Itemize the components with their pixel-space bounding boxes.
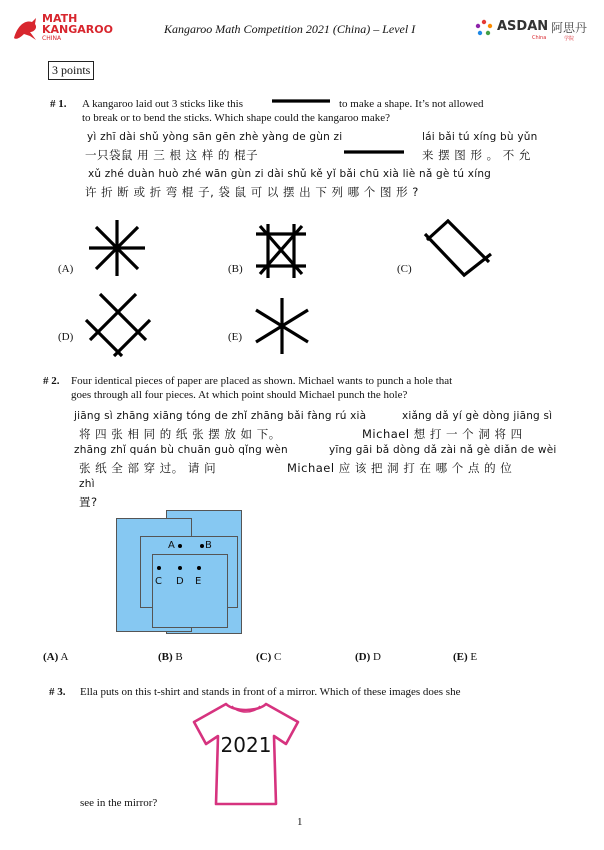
point-label-b: B <box>205 540 212 551</box>
q1-number: # 1. <box>50 98 67 110</box>
q2-answer-e-text: E <box>470 651 478 663</box>
q2-answer-d-text: D <box>373 651 381 663</box>
q2-answer-a-text: A <box>60 651 69 663</box>
asdan-sub2: 学院 <box>564 36 575 42</box>
q1-option-e[interactable]: (E) <box>228 331 243 343</box>
q1-option-b[interactable]: (B) <box>228 263 243 275</box>
point-label-a: A <box>168 540 175 551</box>
q1-text-1a: A kangaroo laid out 3 sticks like this <box>82 98 244 110</box>
asdan-pinwheel-icon <box>474 18 494 38</box>
q2-text-2: goes through all four pieces. At which point should Michael punch the hole? <box>71 389 408 401</box>
q2-text-1: Four identical pieces of paper are placed as shown. Michael wants to punch a hole that <box>71 375 453 387</box>
point-b-dot <box>200 544 204 548</box>
q2-answer-b-key: (B) <box>158 651 173 663</box>
q1-chinese-2: 许 折 断 或 折 弯 棍 子, 袋 鼠 可 以 摆 出 下 列 哪 个 图 形 ? <box>85 185 419 199</box>
q1-option-d-figure <box>82 290 154 358</box>
paper-sheet-4 <box>152 554 228 628</box>
logo-line1: MATH <box>42 12 78 25</box>
point-d-dot <box>178 566 182 570</box>
q1-option-a-figure <box>84 218 150 278</box>
asdan-cn: 阿思丹 <box>551 21 588 35</box>
asdan-sub1: China <box>532 35 547 41</box>
q1-option-c[interactable]: (C) <box>397 263 412 275</box>
logo-line2: KANGAROO <box>42 23 113 36</box>
points-label: 3 points <box>48 61 94 80</box>
q1-text-2: to break or to bend the sticks. Which shape could the kangaroo make? <box>82 112 391 124</box>
kangaroo-icon <box>10 14 40 44</box>
page-title: Kangaroo Math Competition 2021 (China) – Level I <box>164 22 416 36</box>
point-label-d: D <box>176 576 184 587</box>
stick-sample <box>272 98 332 104</box>
q1-text-1b: to make a shape. It’s not allowed <box>339 98 484 110</box>
q1-pinyin-1a: yì zhī dài shǔ yòng sān gēn zhè yàng de gùn zi <box>87 131 343 143</box>
tshirt-text: 2021 <box>220 733 272 757</box>
q2-answer-c-key: (C) <box>256 651 272 663</box>
q2-answer-a[interactable] <box>43 651 68 663</box>
tshirt-figure <box>186 700 306 810</box>
q2-chinese-2a: 张 纸 全 部 穿 过。 请 问 <box>79 461 217 475</box>
q2-pinyin-2b: yīng gāi bǎ dòng dǎ zài nǎ gè diǎn de wèi <box>329 444 557 456</box>
q1-option-b-figure <box>254 222 310 280</box>
q1-option-a[interactable]: (A) <box>58 263 74 275</box>
q1-option-c-figure <box>421 216 495 280</box>
q1-option-e-figure <box>252 296 312 356</box>
q2-answer-a-key: (A) <box>43 651 59 663</box>
q2-chinese-2b: Michael 应 该 把 洞 打 在 哪 个 点 的 位 <box>287 461 513 475</box>
q1-option-d[interactable]: (D) <box>58 331 74 343</box>
q2-answer-b-text: B <box>175 651 183 663</box>
q1-pinyin-2: xǔ zhé duàn huò zhé wān gùn zi dài shǔ kě yǐ bǎi chū xià liè nǎ gè tú xíng <box>88 168 492 180</box>
q3-number: # 3. <box>49 686 66 698</box>
q2-answer-c[interactable] <box>256 651 281 663</box>
q2-chinese-3: 置? <box>79 495 98 509</box>
q2-chinese-1a: 将 四 张 相 同 的 纸 张 摆 放 如 下。 <box>79 427 281 441</box>
q2-answer-c-text: C <box>274 651 282 663</box>
page-number: 1 <box>297 816 303 828</box>
q1-chinese-1a: 一只袋鼠 用 三 根 这 样 的 棍子 <box>85 148 259 162</box>
asdan-logo <box>474 16 594 46</box>
point-e-dot <box>197 566 201 570</box>
q1-chinese-1b: 来 摆 图 形 。 不 允 <box>422 148 531 162</box>
point-c-dot <box>157 566 161 570</box>
q1-pinyin-1b: lái bǎi tú xíng bù yǔn <box>422 131 538 143</box>
stick-sample-cn <box>344 149 406 155</box>
point-label-c: C <box>155 576 162 587</box>
q2-pinyin-1b: xiǎng dǎ yí gè dòng jiāng sì <box>402 410 553 422</box>
point-label-e: E <box>195 576 202 587</box>
q2-number: # 2. <box>43 375 60 387</box>
asdan-name: ASDAN <box>497 19 549 34</box>
point-a-dot <box>178 544 182 548</box>
logo-line3: CHINA <box>42 35 62 42</box>
math-kangaroo-logo <box>10 12 120 46</box>
q3-text-1: Ella puts on this t-shirt and stands in front of a mirror. Which of these images does she <box>80 686 461 698</box>
q2-pinyin-3: zhì <box>79 478 95 490</box>
paper-stack-figure <box>116 508 242 634</box>
q2-chinese-1b: Michael 想 打 一 个 洞 将 四 <box>362 427 523 441</box>
q2-pinyin-1a: jiāng sì zhāng xiāng tóng de zhǐ zhāng bǎi fàng rú xià <box>74 410 367 422</box>
q2-answer-d-key: (D) <box>355 651 371 663</box>
q2-answer-d[interactable] <box>355 651 381 663</box>
q2-answer-e[interactable] <box>453 651 477 663</box>
q2-answer-b[interactable] <box>158 651 183 663</box>
q3-text-2: see in the mirror? <box>80 797 158 809</box>
q2-answer-e-key: (E) <box>453 651 468 663</box>
q2-pinyin-2a: zhāng zhǐ quán bù chuān guò qǐng wèn <box>74 444 288 456</box>
